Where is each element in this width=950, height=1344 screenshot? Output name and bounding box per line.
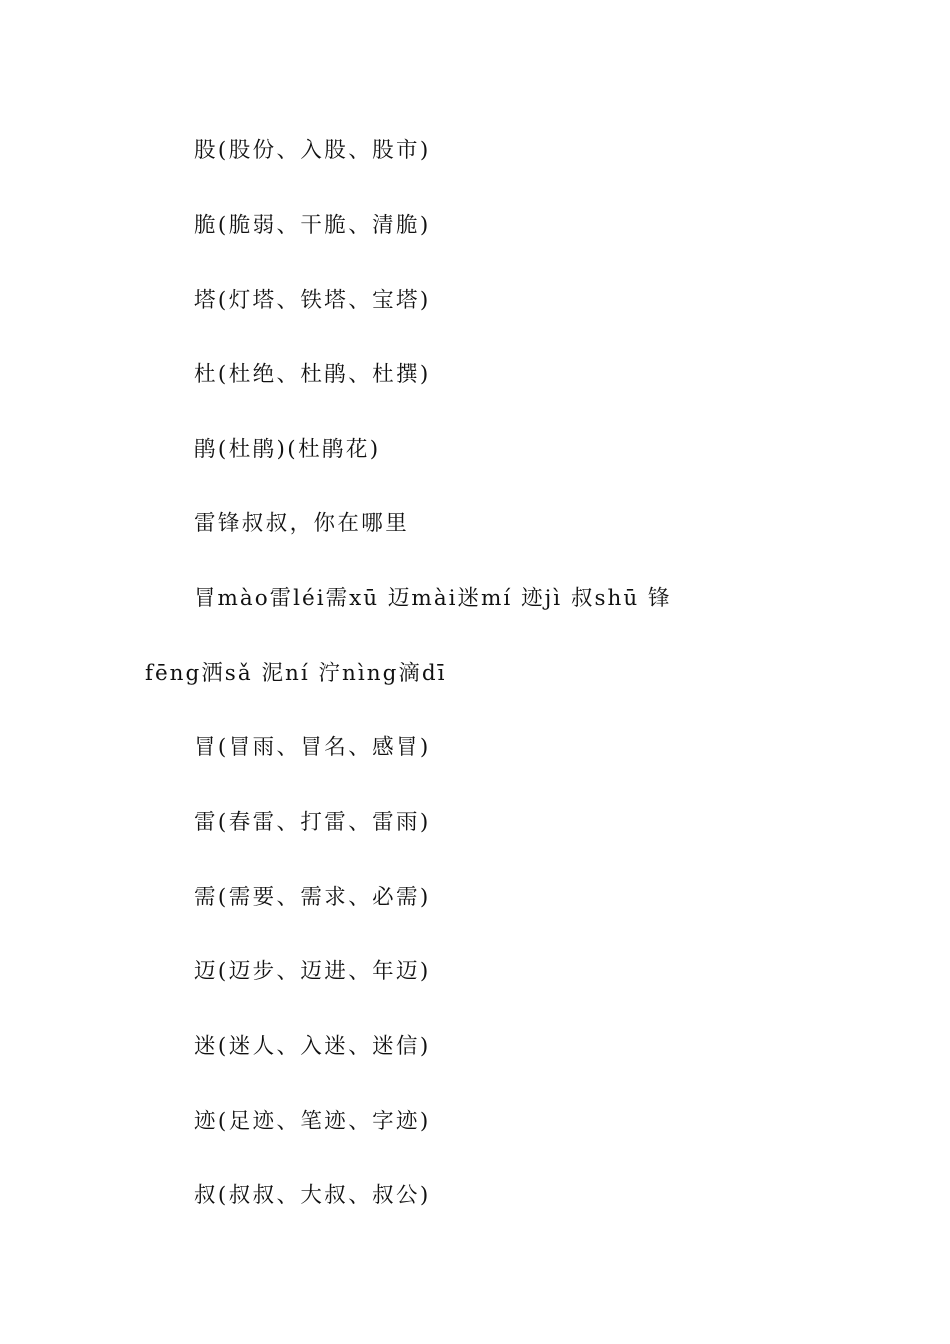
vocab-line-xu: 需(需要、需求、必需): [194, 885, 431, 910]
vocab-line-cui: 脆(脆弱、干脆、清脆): [194, 213, 431, 238]
vocab-line-juan: 鹃(杜鹃)(杜鹃花): [194, 437, 381, 462]
vocab-line-lei: 雷(春雷、打雷、雷雨): [194, 810, 431, 835]
vocab-line-du: 杜(杜绝、杜鹃、杜撰): [194, 362, 431, 387]
pinyin-line-1: 冒mào雷léi需xū 迈mài迷mí 迹jì 叔shū 锋: [194, 586, 672, 611]
vocab-line-mi: 迷(迷人、入迷、迷信): [194, 1034, 431, 1059]
vocab-line-ji: 迹(足迹、笔迹、字迹): [194, 1109, 431, 1134]
vocab-line-ta: 塔(灯塔、铁塔、宝塔): [194, 288, 431, 313]
pinyin-line-2: fēng洒sǎ 泥ní 泞nìng滴dī: [145, 661, 447, 686]
lesson-title: 雷锋叔叔，你在哪里: [194, 511, 410, 536]
vocab-line-mao: 冒(冒雨、冒名、感冒): [194, 735, 431, 760]
vocab-line-gu: 股(股份、入股、股市): [194, 138, 431, 163]
vocab-line-mai: 迈(迈步、迈进、年迈): [194, 959, 431, 984]
vocab-line-shu: 叔(叔叔、大叔、叔公): [194, 1183, 431, 1208]
